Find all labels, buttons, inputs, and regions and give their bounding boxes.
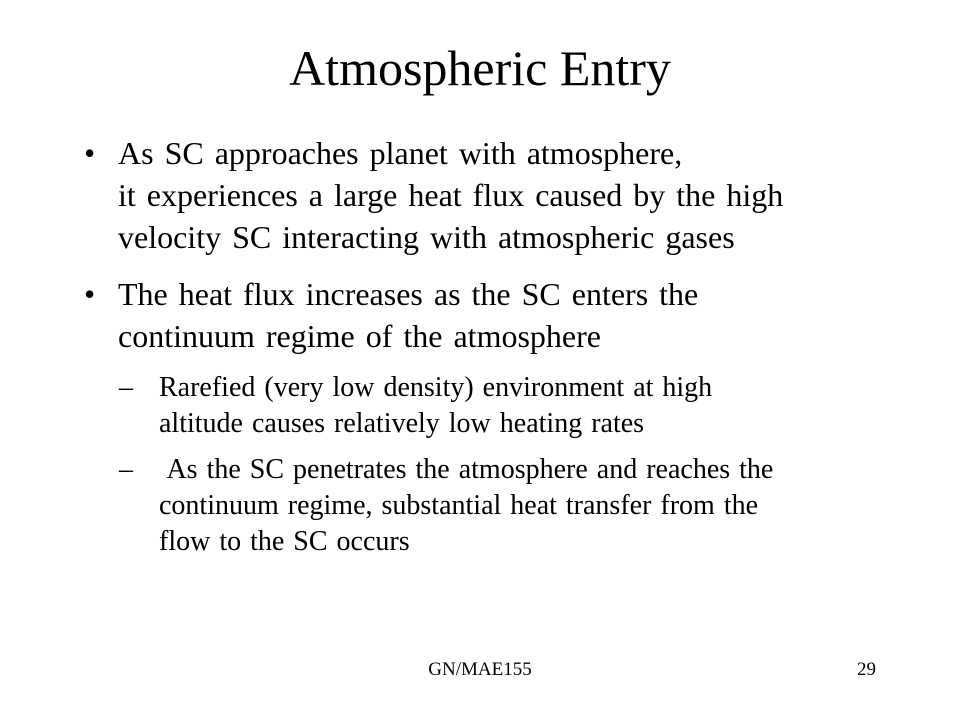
sub-bullet-marker: – (119, 454, 133, 485)
sub-bullet-text-line: flow to the SC occurs (159, 526, 410, 557)
sub-bullet-text-line: altitude causes relatively low heating rates (159, 408, 645, 439)
sub-bullet-text-line: Rarefied (very low density) environment at high (159, 372, 713, 403)
sub-bullet-marker: – (119, 372, 133, 403)
bullet-text-line: velocity SC interacting with atmospheric gases (118, 219, 735, 255)
bullet-item (84, 132, 784, 258)
slide-title: Atmospheric Entry (289, 40, 671, 96)
bullet-text-line: it experiences a large heat flux caused by the high (118, 177, 784, 213)
bullet-text-line: The heat flux increases as the SC enters the (118, 276, 699, 312)
bullet-item (84, 273, 699, 357)
sub-bullet-text-line: continuum regime, substantial heat transfer from the (159, 490, 759, 521)
bullet-marker: • (84, 276, 96, 312)
bullet-text-line: As SC approaches planet with atmosphere, (118, 135, 683, 171)
bullet-text-line: continuum regime of the atmosphere (118, 318, 601, 354)
sub-bullet-item (119, 370, 713, 442)
sub-bullet-text-line: As the SC penetrates the atmosphere and reaches the (159, 454, 774, 485)
footer-course-label: GN/MAE155 (428, 659, 532, 680)
sub-bullet-item (119, 452, 774, 560)
bullet-marker: • (84, 135, 96, 171)
footer-page-number: 29 (857, 659, 876, 680)
